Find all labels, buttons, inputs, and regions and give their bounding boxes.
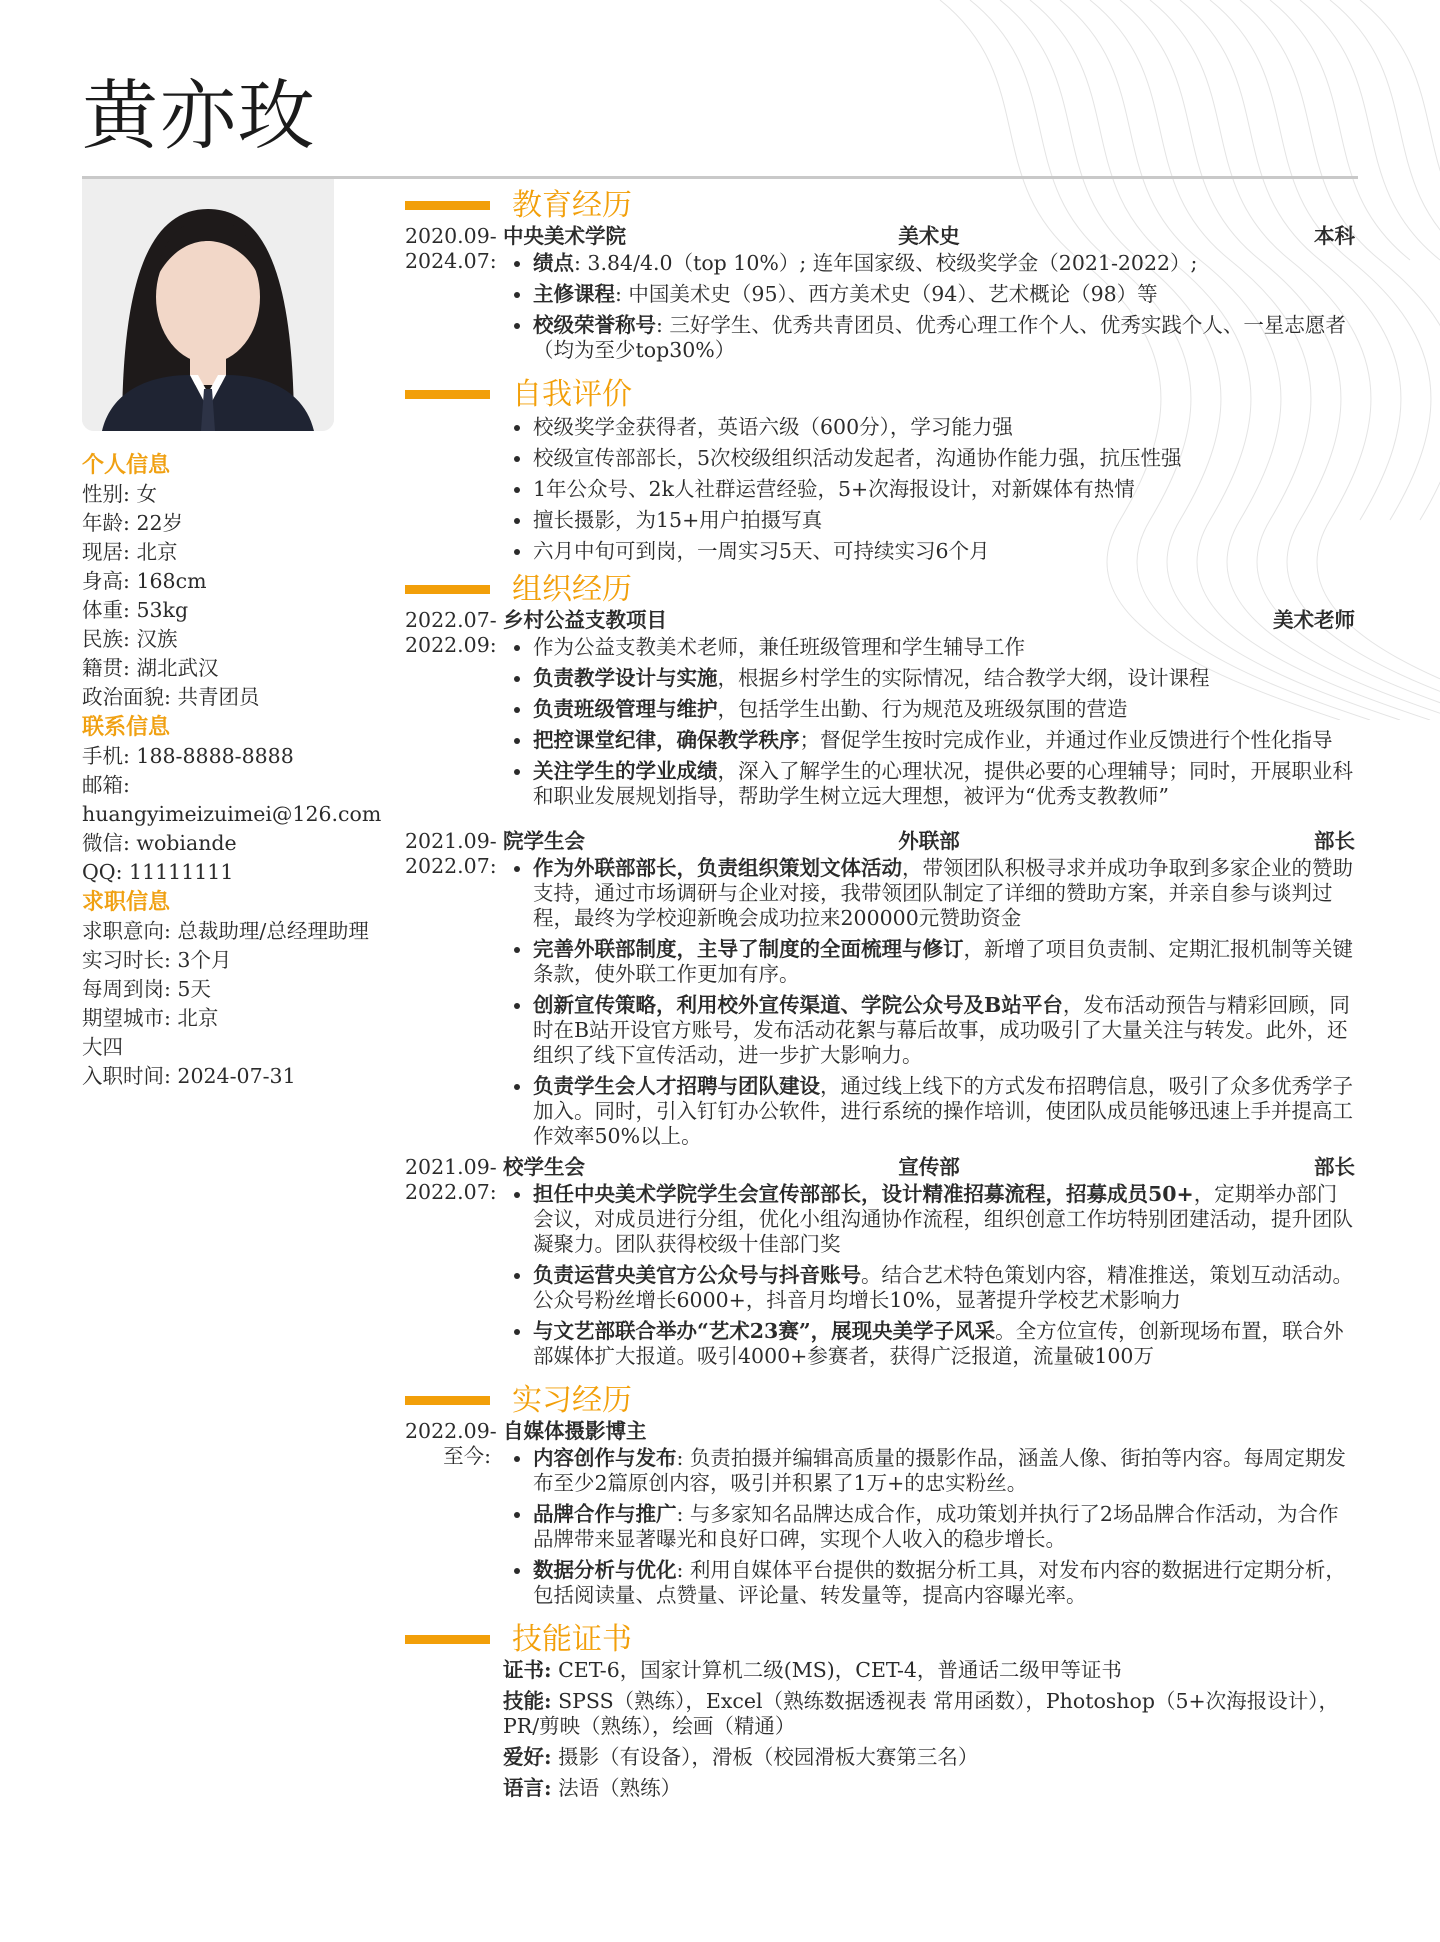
org-section-header: [405, 570, 1355, 608]
list-item: • 负责运营央美官方公众号与抖音账号。结合艺术特色策划内容，精准推送，策划互动活动。公众号粉丝增长6000+，抖音月均增长10%，显著提升学校艺术影响力: [533, 1263, 1355, 1313]
section-title-intern: 实习经历: [512, 1382, 632, 1418]
section-title-org: 组织经历: [512, 571, 632, 607]
info-age: 年龄: 22岁: [82, 511, 184, 535]
section-title-education: 教育经历: [512, 187, 632, 223]
contact-email-label: 邮箱:: [82, 773, 130, 797]
education-entry: [405, 224, 1355, 369]
skill-abilities: 技能: SPSS（熟练），Excel（熟练数据透视表 常用函数），Photoshop（5+次海报设计），PR/剪映（熟练），绘画（精通）: [503, 1689, 1339, 1738]
org-entry-school-union: [405, 1155, 1355, 1375]
info-residence: 现居: 北京: [82, 540, 178, 564]
personal-info-heading: 个人信息: [82, 452, 171, 478]
list-item: • 校级奖学金获得者，英语六级（600分），学习能力强: [533, 415, 1355, 440]
education-section-header: [405, 186, 1355, 224]
entry-header: [503, 1155, 1355, 1180]
list-item: • 作为公益支教美术老师，兼任班级管理和学生辅导工作: [533, 635, 1355, 660]
info-hometown: 籍贯: 湖北武汉: [82, 656, 219, 680]
profile-photo: [82, 179, 334, 431]
degree: 本科: [1314, 224, 1355, 248]
info-weight: 体重: 53kg: [82, 598, 189, 622]
section-accent-bar: [405, 1635, 490, 1644]
entry-header: [503, 224, 1355, 249]
list-item: • 负责教学设计与实施，根据乡村学生的实际情况，结合教学大纲，设计课程: [533, 666, 1355, 691]
job-intention: 求职意向: 总裁助理/总经理助理: [82, 919, 369, 943]
skills-list: [405, 1658, 1355, 1801]
list-item: • 创新宣传策略，利用校外宣传渠道、学院公众号及B站平台，发布活动预告与精彩回顾，同时在B站开设官方账号，发布活动花絮与幕后故事，成功吸引了大量关注与转发。此外，还组织了线下宣传活动，进一步扩大影响力。: [533, 993, 1355, 1068]
list-item: • 绩点: 3.84/4.0（top 10%）; 连年国家级、校级奖学金（2021-2022）;: [533, 251, 1355, 276]
org-bullets: [503, 635, 1355, 809]
list-item: • 1年公众号、2k人社群运营经验，5+次海报设计，对新媒体有热情: [533, 477, 1355, 502]
job-duration: 实习时长: 3个月: [82, 948, 232, 972]
list-item: • 把控课堂纪律，确保教学秩序；督促学生按时完成作业，并通过作业反馈进行个性化指导: [533, 728, 1355, 753]
list-item: • 完善外联部制度，主导了制度的全面梳理与修订，新增了项目负责制、定期汇报机制等关键条款，使外联工作更加有序。: [533, 937, 1355, 987]
list-item: • 主修课程: 中国美术史（95）、西方美术史（94）、艺术概论（98）等: [533, 282, 1355, 307]
org-dept: 宣传部: [898, 1155, 960, 1179]
self-eval-section-header: [405, 375, 1355, 413]
entry-date: 2022.07- 2022.09:: [405, 608, 497, 657]
skill-hobbies: 爱好: 摄影（有设备），滑板（校园滑板大赛第三名）: [503, 1745, 979, 1769]
org-name: 乡村公益支教项目: [503, 608, 667, 632]
list-item: • 数据分析与优化: 利用自媒体平台提供的数据分析工具，对发布内容的数据进行定期分析，包括阅读量、点赞量、评论量、转发量等，提高内容曝光率。: [533, 1558, 1355, 1608]
org-role: 部长: [1314, 1155, 1355, 1179]
org-bullets: [503, 856, 1355, 1149]
info-height: 身高: 168cm: [82, 569, 207, 593]
intern-entry: [405, 1419, 1355, 1614]
job-weekly-days: 每周到岗: 5天: [82, 977, 211, 1001]
contact-email[interactable]: huangyimeizuimei@126.com: [82, 802, 382, 826]
contact-wechat: 微信: wobiande: [82, 831, 237, 855]
list-item: • 负责班级管理与维护，包括学生出勤、行为规范及班级氛围的营造: [533, 697, 1355, 722]
section-title-self-eval: 自我评价: [512, 376, 632, 412]
education-bullets: [503, 251, 1355, 363]
major: 美术史: [898, 224, 960, 248]
right-column: [405, 186, 1355, 1807]
info-gender: 性别: 女: [82, 482, 157, 506]
list-item: • 关注学生的学业成绩，深入了解学生的心理状况，提供必要的心理辅导；同时，开展职业科和职业发展规划指导，帮助学生树立远大理想，被评为“优秀支教教师”: [533, 759, 1355, 809]
skill-certificates: 证书: CET-6，国家计算机二级(MS)，CET-4，普通话二级甲等证书: [503, 1658, 1122, 1682]
list-item: • 品牌合作与推广: 与多家知名品牌达成合作，成功策划并执行了2场品牌合作活动，为合作品牌带来显著曝光和良好口碑，实现个人收入的稳步增长。: [533, 1502, 1355, 1552]
list-item: • 内容创作与发布: 负责拍摄并编辑高质量的摄影作品，涵盖人像、街拍等内容。每周定期发布至少2篇原创内容，吸引并积累了1万+的忠实粉丝。: [533, 1446, 1355, 1496]
self-eval-bullets: [503, 415, 1355, 564]
entry-header: [503, 608, 1355, 633]
list-item: • 校级荣誉称号: 三好学生、优秀共青团员、优秀心理工作个人、优秀实践个人、一星志愿者（均为至少top30%）: [533, 313, 1355, 363]
job-start-date: 入职时间: 2024-07-31: [82, 1064, 296, 1088]
list-item: • 校级宣传部部长，5次校级组织活动发起者，沟通协作能力强，抗压性强: [533, 446, 1355, 471]
list-item: • 担任中央美术学院学生会宣传部部长，设计精准招募流程，招募成员50+，定期举办部门会议，对成员进行分组，优化小组沟通协作流程，组织创意工作坊特别团建活动，提升团队凝聚力。团队获得校级十佳部门奖: [533, 1182, 1355, 1257]
school-name: 中央美术学院: [503, 224, 626, 248]
section-title-skills: 技能证书: [512, 1621, 632, 1657]
section-accent-bar: [405, 585, 490, 594]
list-item: • 与文艺部联合举办“艺术23赛”，展现央美学子风采。全方位宣传，创新现场布置，联合外部媒体扩大报道。吸引4000+参赛者，获得广泛报道，流量破100万: [533, 1319, 1355, 1369]
contact-qq: QQ: 11111111: [82, 860, 234, 884]
org-role: 美术老师: [1273, 608, 1355, 632]
entry-date: 2020.09- 2024.07:: [405, 224, 497, 273]
list-item: • 负责学生会人才招聘与团队建设，通过线上线下的方式发布招聘信息，吸引了众多优秀学子加入。同时，引入钉钉办公软件，进行系统的操作培训，使团队成员能够迅速上手并提高工作效率50%以上。: [533, 1074, 1355, 1149]
section-accent-bar: [405, 201, 490, 210]
job-grade: 大四: [82, 1035, 123, 1059]
left-column: [82, 450, 382, 1091]
contact-info-heading: 联系信息: [82, 714, 171, 740]
entry-header: [503, 1419, 1355, 1444]
intern-name: 自媒体摄影博主: [503, 1419, 647, 1443]
job-city: 期望城市: 北京: [82, 1006, 219, 1030]
entry-date: 2021.09- 2022.07:: [405, 829, 497, 878]
entry-date: 2022.09- 至今:: [405, 1419, 497, 1468]
info-ethnicity: 民族: 汉族: [82, 627, 178, 651]
skill-languages: 语言: 法语（熟练）: [503, 1776, 682, 1800]
contact-phone: 手机: 188-8888-8888: [82, 744, 294, 768]
intern-bullets: [503, 1446, 1355, 1608]
candidate-name: 黄亦玫: [82, 71, 316, 160]
entry-date: 2021.09- 2022.07:: [405, 1155, 497, 1204]
org-entry-college-union: [405, 829, 1355, 1155]
list-item: • 作为外联部部长，负责组织策划文体活动，带领团队积极寻求并成功争取到多家企业的赞助支持，通过市场调研与企业对接，我带领团队制定了详细的赞助方案，并亲自参与谈判过程，最终为学校迎新晚会成功拉来200000元赞助资金: [533, 856, 1355, 931]
skills-section-header: [405, 1620, 1355, 1658]
job-info-heading: 求职信息: [82, 889, 171, 915]
org-dept: 外联部: [898, 829, 960, 853]
entry-header: [503, 829, 1355, 854]
org-bullets: [503, 1182, 1355, 1369]
list-item: • 六月中旬可到岗，一周实习5天、可持续实习6个月: [533, 539, 1355, 564]
org-name: 院学生会: [503, 829, 585, 853]
info-political-status: 政治面貌: 共青团员: [82, 685, 260, 709]
section-accent-bar: [405, 1396, 490, 1405]
org-entry-volunteer: [405, 608, 1355, 815]
list-item: • 擅长摄影，为15+用户拍摄写真: [533, 508, 1355, 533]
org-name: 校学生会: [503, 1155, 585, 1179]
section-accent-bar: [405, 390, 490, 399]
org-role: 部长: [1314, 829, 1355, 853]
org-dept: [787, 608, 1071, 633]
intern-section-header: [405, 1381, 1355, 1419]
